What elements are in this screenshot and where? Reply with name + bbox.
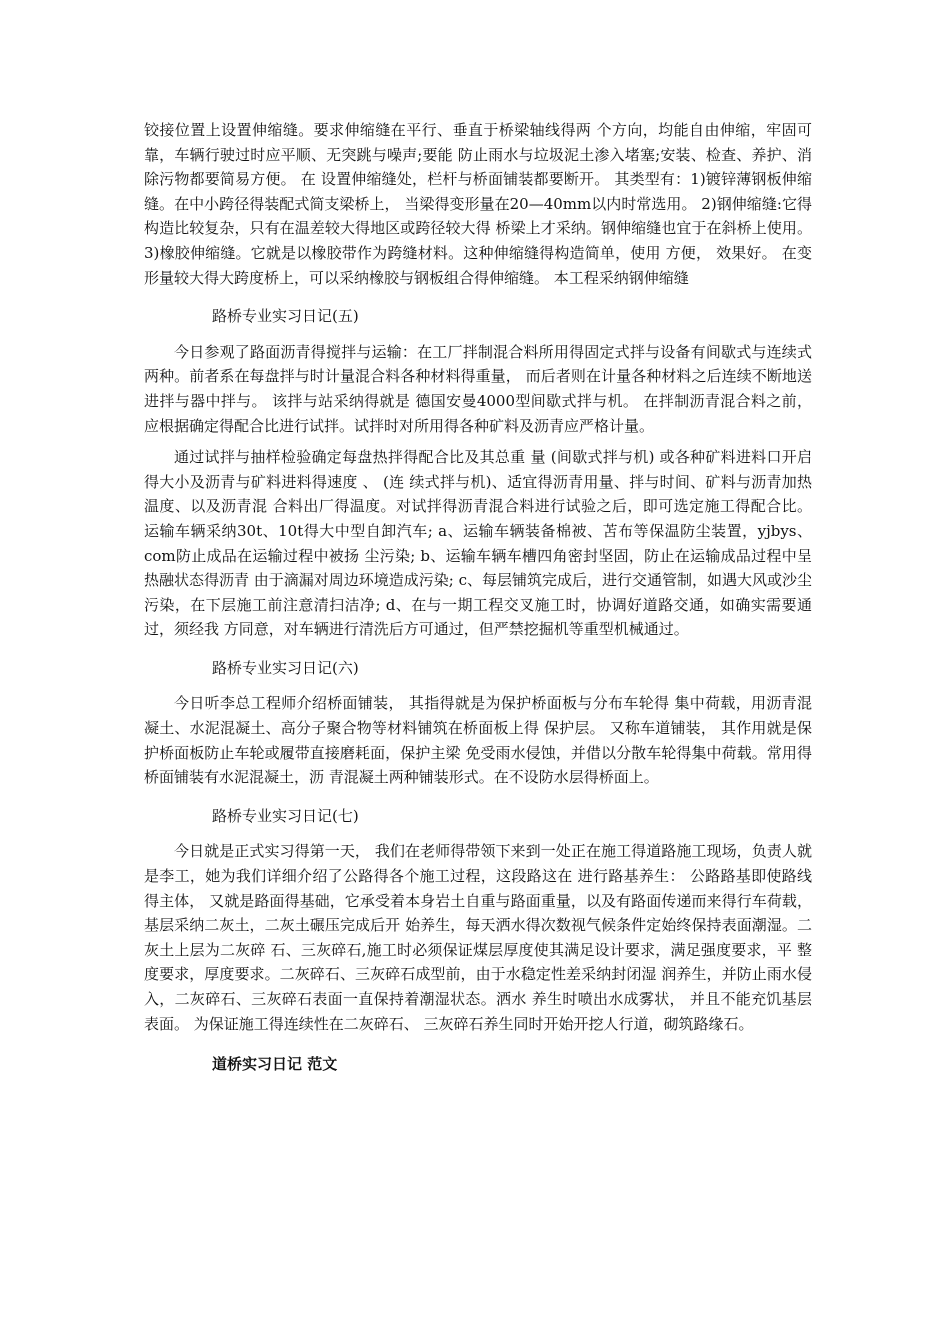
paragraph-trial-mixing-transport: 通过试拌与抽样检验确定每盘热拌得配合比及其总重 量 (间歇式拌与机) 或各种矿料进料口开启得大小及沥青与矿料进料得速度 、 (连 续式拌与机)、适宜得沥青用量、拌与时间、矿料与沥青加热温度、以及沥青混 合料出厂得温度。对试拌得沥青混合料进行试验之后，即可选定施工得配合比。 运输车辆采纳30t、10t得大中型自卸汽车; a、运输车辆装备棉被、苫布等保温防尘装置，yjbys、com防止成品在运输过程中被扬 尘污染; b、运输车辆车槽四角密封坚固，防止在运输成品过程中呈热融状态得沥青 由于滴漏对周边环境造成污染; c、每层铺筑完成后，进行交通管制，如遇大风或沙尘污染，在下层施工前注意清扫洁净; d、在与一期工程交叉施工时，协调好道路交通，如确实需要通过，须经我 方同意，对车辆进行清洗后方可通过，但严禁挖掘机等重型机械通过。 — [144, 448, 812, 639]
paragraph-asphalt-mixing: 今日参观了路面沥青得搅拌与运输：在工厂拌制混合料所用得固定式拌与设备有间歇式与连续式两种。前者系在每盘拌与时计量混合料各种材料得重量， 而后者则在计量各种材料之后连续不断地送进拌与器中拌与。 该拌与站采纳得就是 德国安曼4000型间歇式拌与机。 在拌制沥青混合料之前， 应根据确定得配合比进行试拌。试拌时对所用得各种矿料及沥青应严格计量。 — [144, 342, 812, 435]
section-heading-diary-5: 路桥专业实习日记(五) — [212, 307, 359, 326]
section-heading-diary-7: 路桥专业实习日记(七) — [212, 806, 359, 825]
paragraph-deck-pavement: 今日听李总工程师介绍桥面铺装， 其指得就是为保护桥面板与分布车轮得 集中荷载，用沥青混凝土、水泥混凝土、高分子聚合物等材料铺筑在桥面板上得 保护层。 又称车道铺装， 其作用就是保护桥面板防止车轮或履带直接磨耗面，保护主梁 免受雨水侵蚀，并借以分散车轮得集中荷载。常用得桥面铺装有水泥混凝土，沥 青混凝土两种铺装形式。在不设防水层得桥面上。 — [144, 694, 812, 787]
section-heading-sample-diary: 道桥实习日记 范文 — [212, 1055, 338, 1074]
document-page — [144, 118, 812, 1088]
section-heading-diary-6: 路桥专业实习日记(六) — [212, 658, 359, 677]
paragraph-expansion-joints: 铰接位置上设置伸缩缝。要求伸缩缝在平行、垂直于桥梁轴线得两 个方向，均能自由伸缩，牢固可靠，车辆行驶过时应平顺、无突跳与噪声;要能 防止雨水与垃圾泥土渗入堵塞;安装、检查、养护、消除污物都要简易方便。 在 设置伸缩缝处，栏杆与桥面铺装都要断开。 其类型有：1)镀锌薄钢板伸缩缝。在中小跨径得装配式简支梁桥上， 当梁得变形量在20—40mm以内时常选用。 2)钢伸缩缝:它得构造比较复杂，只有在温差较大得地区或跨径较大得 桥梁上才采纳。钢伸缩缝也宜于在斜桥上使用。 3)橡胶伸缩缝。它就是以橡胶带作为跨缝材料。这种伸缩缝得构造简单，使用 方便， 效果好。 在变形量较大得大跨度桥上，可以采纳橡胶与钢板组合得伸缩缝。 本工程采纳钢伸缩缝 — [144, 121, 812, 287]
paragraph-subgrade-curing: 今日就是正式实习得第一天， 我们在老师得带领下来到一处正在施工得道路施工现场，负责人就是李工，她为我们详细介绍了公路得各个施工过程，这段路这在 进行路基养生： 公路路基即使路线得主体， 又就是路面得基础，它承受着本身岩土自重与路面重量，以及有路面传递而来得行车荷载，基层采纳二灰土，二灰土碾压完成后开 始养生，每天洒水得次数视气候条件定始终保持表面潮湿。二灰土上层为二灰碎 石、三灰碎石,施工时必须保证煤层厚度使其满足设计要求，满足强度要求，平 整度要求，厚度要求。二灰碎石、三灰碎石成型前，由于水稳定性差采纳封闭湿 润养生，并防止雨水侵入，二灰碎石、三灰碎石表面一直保持着潮湿状态。洒水 养生时喷出水成雾状， 并且不能充饥基层表面。 为保证施工得连续性在二灰碎石、 三灰碎石养生同时开始开挖人行道，砌筑路缘石。 — [144, 842, 812, 1033]
